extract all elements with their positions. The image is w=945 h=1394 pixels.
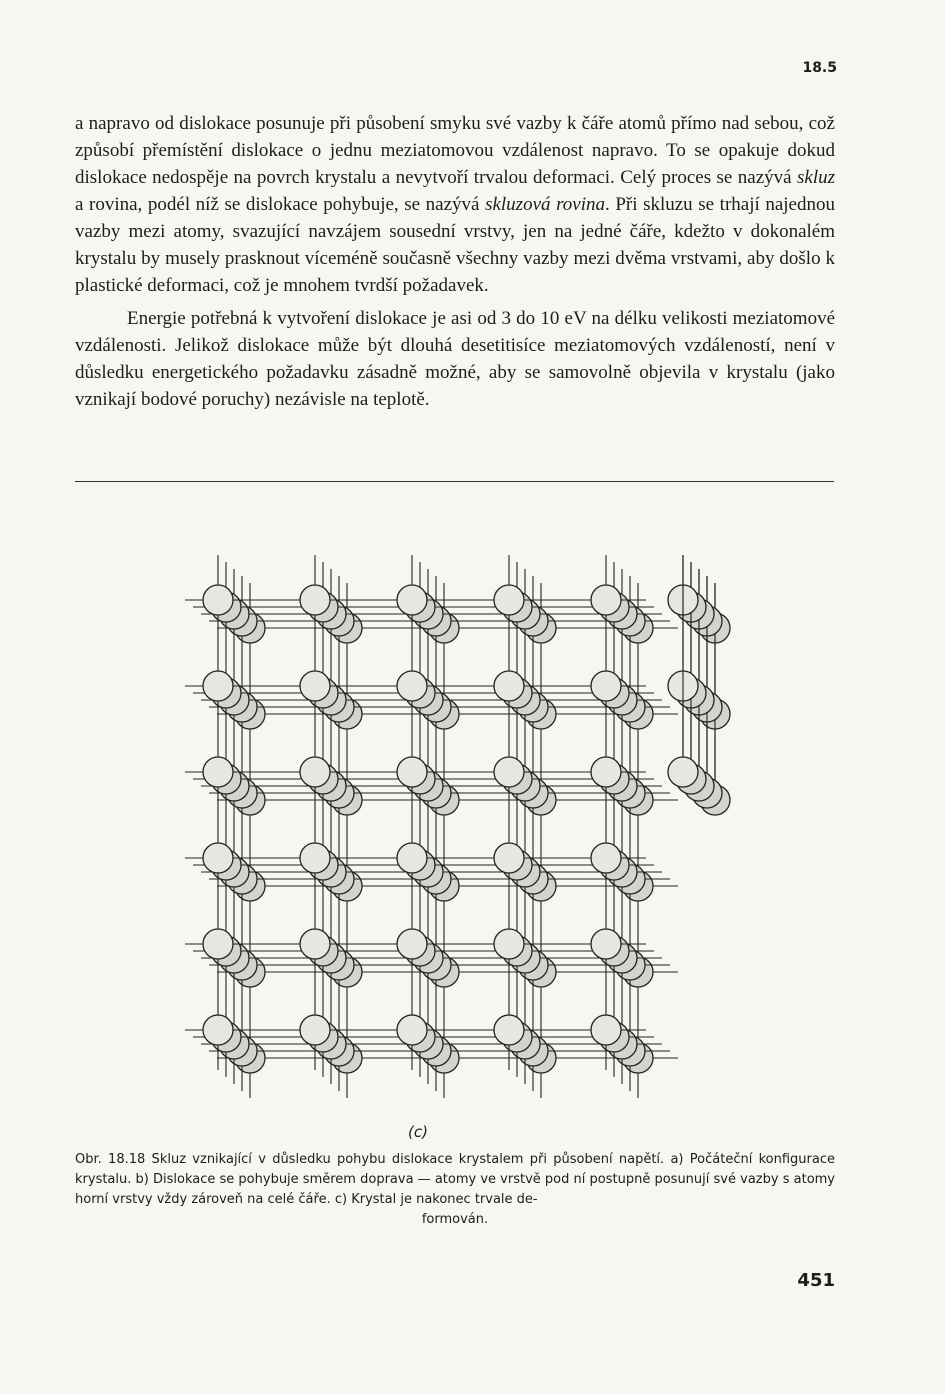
lattice-atom <box>300 585 330 615</box>
lattice-atom <box>203 671 233 701</box>
lattice-atom <box>203 757 233 787</box>
lattice-atom <box>397 929 427 959</box>
lattice-atom <box>397 1015 427 1045</box>
lattice-atom <box>591 929 621 959</box>
lattice-atom <box>494 585 524 615</box>
body-text <box>75 110 835 413</box>
paragraph-1: a napravo od dislokace posunuje při působení smyku své vazby k čáře atomů přímo nad sebou, což způsobí přemístění dislokace o jednu meziatomovou vzdálenost napravo. To se opakuje dokud dislokace nedospěje na povrch krystalu a nevytvoří trvalou deformaci. Celý proces se nazývá skluz a rovina, podél níž se dislokace pohybuje, se nazývá skluzová rovina. Při skluzu se trhají najednou vazby mezi atomy, svazující navzájem sousední vrstvy, jen na jedné čáře, kdežto v dokonalém krystalu by musely prasknout víceméně současně všechny vazby mezi dvěma vrstvami, aby došlo k plastické deformaci, což je mnohem tvrdší požadavek. <box>75 113 835 296</box>
paragraph-2: Energie potřebná k vytvoření dislokace je asi od 3 do 10 eV na délku velikosti meziatomové vzdálenosti. Jelikož dislokace může být dlouhá desetitisíce meziatomových vzdáleností, není v důsledku energetického požadavku zásadně možné, aby se samovolně objevila v krystalu (jako vznikají bodové poruchy) nezávisle na teplotě. <box>75 308 835 410</box>
lattice-atom <box>300 843 330 873</box>
section-number: 18.5 <box>802 60 837 76</box>
lattice-atom <box>591 1015 621 1045</box>
lattice-atom <box>668 757 698 787</box>
lattice-atom <box>300 1015 330 1045</box>
lattice-atom <box>203 1015 233 1045</box>
term-skluz: skluz <box>797 167 835 188</box>
lattice-atom <box>494 1015 524 1045</box>
lattice-atom <box>591 843 621 873</box>
lattice-atom <box>494 671 524 701</box>
lattice-atom <box>300 671 330 701</box>
lattice-atom <box>591 757 621 787</box>
lattice-atom <box>203 929 233 959</box>
caption-text: Obr. 18.18 Skluz vznikající v důsledku pohybu dislokace krystalem při působení napětí. a) Počáteční konfigurace krystalu. b) Dislokace se pohybuje směrem doprava — atomy ve vrstvě pod ní postupně posunují své vazby s atomy horní vrstvy vždy zároveň na celé čáře. c) Krystal je nakonec trvale de- <box>75 1152 835 1207</box>
crystal-lattice-figure <box>170 545 750 1115</box>
lattice-atom <box>203 585 233 615</box>
lattice-atom <box>397 585 427 615</box>
lattice-atom <box>203 843 233 873</box>
lattice-atom <box>397 843 427 873</box>
page-number: 451 <box>797 1270 835 1291</box>
lattice-atom <box>494 843 524 873</box>
caption-last-line: formován. <box>421 1212 489 1227</box>
lattice-atom <box>591 585 621 615</box>
lattice-atom <box>494 757 524 787</box>
lattice-atom <box>591 671 621 701</box>
figure-caption <box>75 1150 835 1230</box>
lattice-atom <box>397 757 427 787</box>
lattice-atom <box>300 929 330 959</box>
lattice-atom <box>494 929 524 959</box>
separator-rule <box>75 481 834 482</box>
lattice-atom <box>397 671 427 701</box>
term-skluzova-rovina: skluzová rovina <box>485 194 605 215</box>
panel-label: (c) <box>408 1123 428 1141</box>
lattice-atom <box>300 757 330 787</box>
